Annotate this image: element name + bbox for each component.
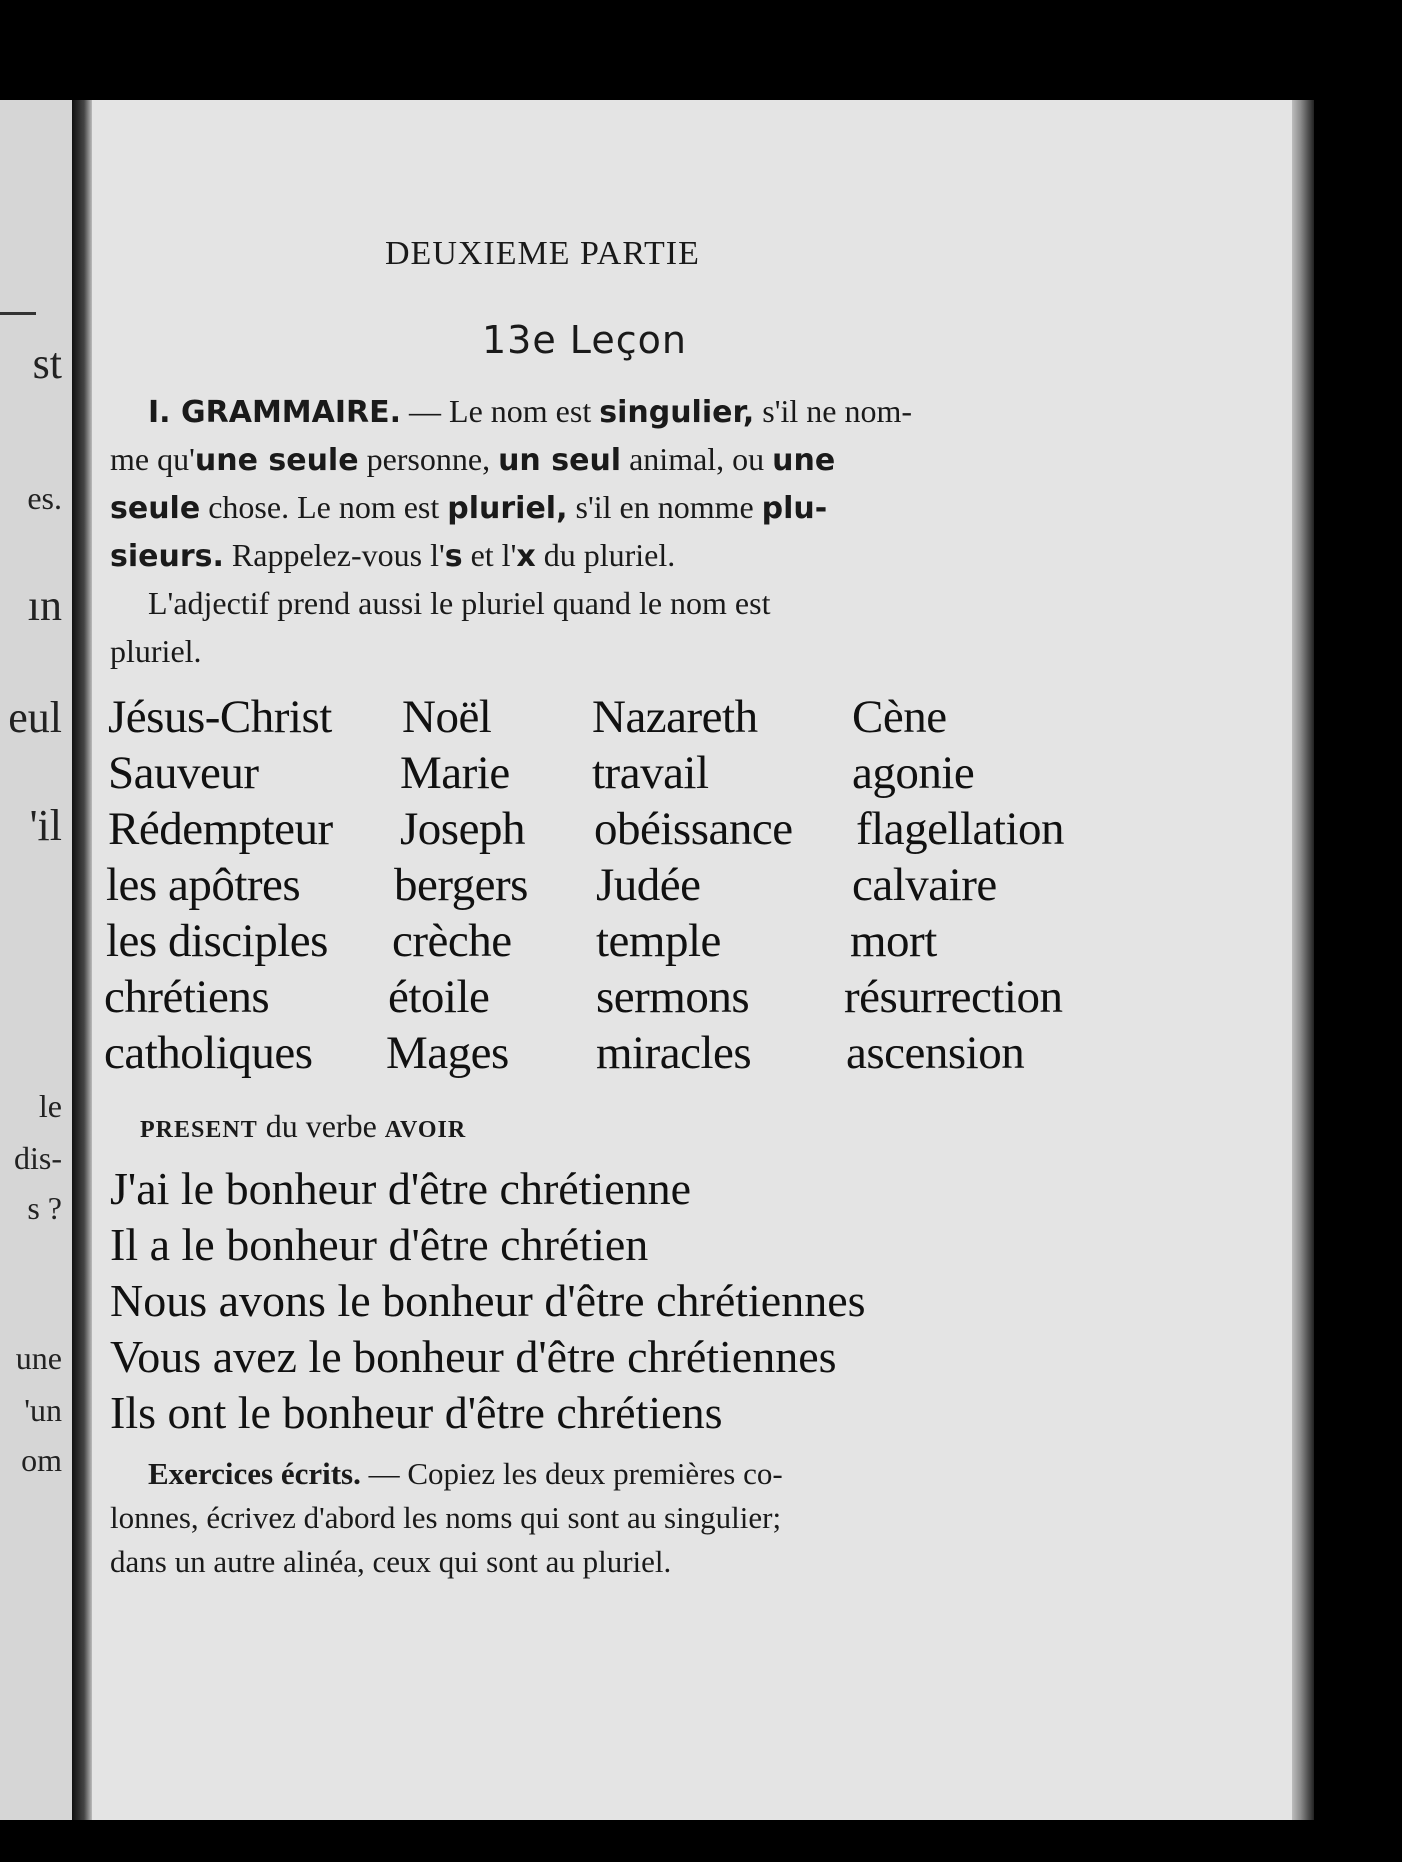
word-list-item: Mages <box>386 1027 509 1079</box>
grammar-line: sieurs. Rappelez-vous l's et l'x du pluriel. <box>110 537 676 574</box>
part-title: DEUXIEME PARTIE <box>385 235 700 272</box>
grammar-line: me qu'une seule personne, un seul animal, ou une <box>110 441 836 478</box>
word-list-item: étoile <box>388 971 490 1023</box>
lesson-title: 13e Leçon <box>482 318 687 362</box>
word-list-item: mort <box>850 915 937 967</box>
exercises-label: Exercices écrits. <box>148 1456 361 1491</box>
word-list-item: calvaire <box>852 859 997 911</box>
exercises-line: lonnes, écrivez d'abord les noms qui sont au singulier; <box>110 1500 782 1535</box>
adjacent-fragment: 'il <box>29 801 62 850</box>
grammar-line: L'adjectif prend aussi le pluriel quand le nom est <box>148 585 771 621</box>
word-list-item: ascension <box>846 1027 1025 1079</box>
word-list-item: crèche <box>392 915 512 967</box>
word-list-item: Nazareth <box>592 691 758 743</box>
conjugation-line: Il a le bonheur d'être chrétien <box>110 1219 649 1270</box>
grammar-line: pluriel. <box>110 633 202 669</box>
adjacent-fragment: om <box>21 1442 62 1478</box>
word-list-item: résurrection <box>844 971 1063 1023</box>
word-list-item: Marie <box>400 747 510 799</box>
word-list-item: Sauveur <box>108 747 259 799</box>
adjacent-page-rule <box>0 312 36 315</box>
word-list-item: sermons <box>596 971 750 1023</box>
word-list-item: bergers <box>394 859 528 911</box>
adjacent-fragment: le <box>38 1088 62 1124</box>
word-list-item: Cène <box>852 691 947 743</box>
adjacent-fragment: dis- <box>14 1140 62 1176</box>
adjacent-fragment: 'un <box>24 1392 62 1428</box>
word-list-item: agonie <box>852 747 975 799</box>
word-list-item: obéissance <box>594 803 793 855</box>
grammar-heading: I. GRAMMAIRE. <box>148 395 402 430</box>
exercises-line: dans un autre alinéa, ceux qui sont au pluriel. <box>110 1544 672 1579</box>
conjugation-line: Ils ont le bonheur d'être chrétiens <box>110 1387 723 1438</box>
adjacent-fragment: une <box>15 1340 62 1376</box>
adjacent-fragment: eul <box>8 693 62 742</box>
grammar-line: I. GRAMMAIRE. — Le nom est singulier, s'il ne nom- <box>148 393 912 430</box>
word-list-item: Noël <box>402 691 492 743</box>
word-list-item: miracles <box>596 1027 752 1079</box>
word-list-item: Judée <box>596 859 701 911</box>
word-list-item: flagellation <box>856 803 1065 855</box>
page-edge-shadow <box>1292 100 1314 1820</box>
word-list-item: Rédempteur <box>108 803 333 855</box>
word-list-item: chrétiens <box>104 971 270 1023</box>
conjugation-line: Nous avons le bonheur d'être chrétiennes <box>110 1275 866 1326</box>
book-gutter <box>72 100 92 1820</box>
adjacent-fragment: st <box>32 339 62 388</box>
word-list-item: les disciples <box>106 915 328 967</box>
word-list-item: temple <box>596 915 721 967</box>
word-list-item: les apôtres <box>106 859 301 911</box>
exercises-line: Exercices écrits. — Copiez les deux premières co- <box>148 1456 783 1491</box>
adjacent-fragment: es. <box>27 480 62 516</box>
adjacent-fragment: s ? <box>27 1190 62 1226</box>
adjacent-fragment: ın <box>27 581 62 630</box>
adjacent-page <box>0 100 72 1820</box>
conjugation-heading: PRESENT du verbe AVOIR <box>140 1108 467 1144</box>
conjugation-line: Vous avez le bonheur d'être chrétiennes <box>110 1331 837 1382</box>
word-list-item: Jésus-Christ <box>108 691 332 743</box>
grammar-line: seule chose. Le nom est pluriel, s'il en nomme plu- <box>110 489 828 526</box>
word-list-item: catholiques <box>104 1027 313 1079</box>
word-list-item: Joseph <box>400 803 525 855</box>
conjugation-line: J'ai le bonheur d'être chrétienne <box>110 1163 692 1214</box>
word-list-item: travail <box>592 747 709 799</box>
